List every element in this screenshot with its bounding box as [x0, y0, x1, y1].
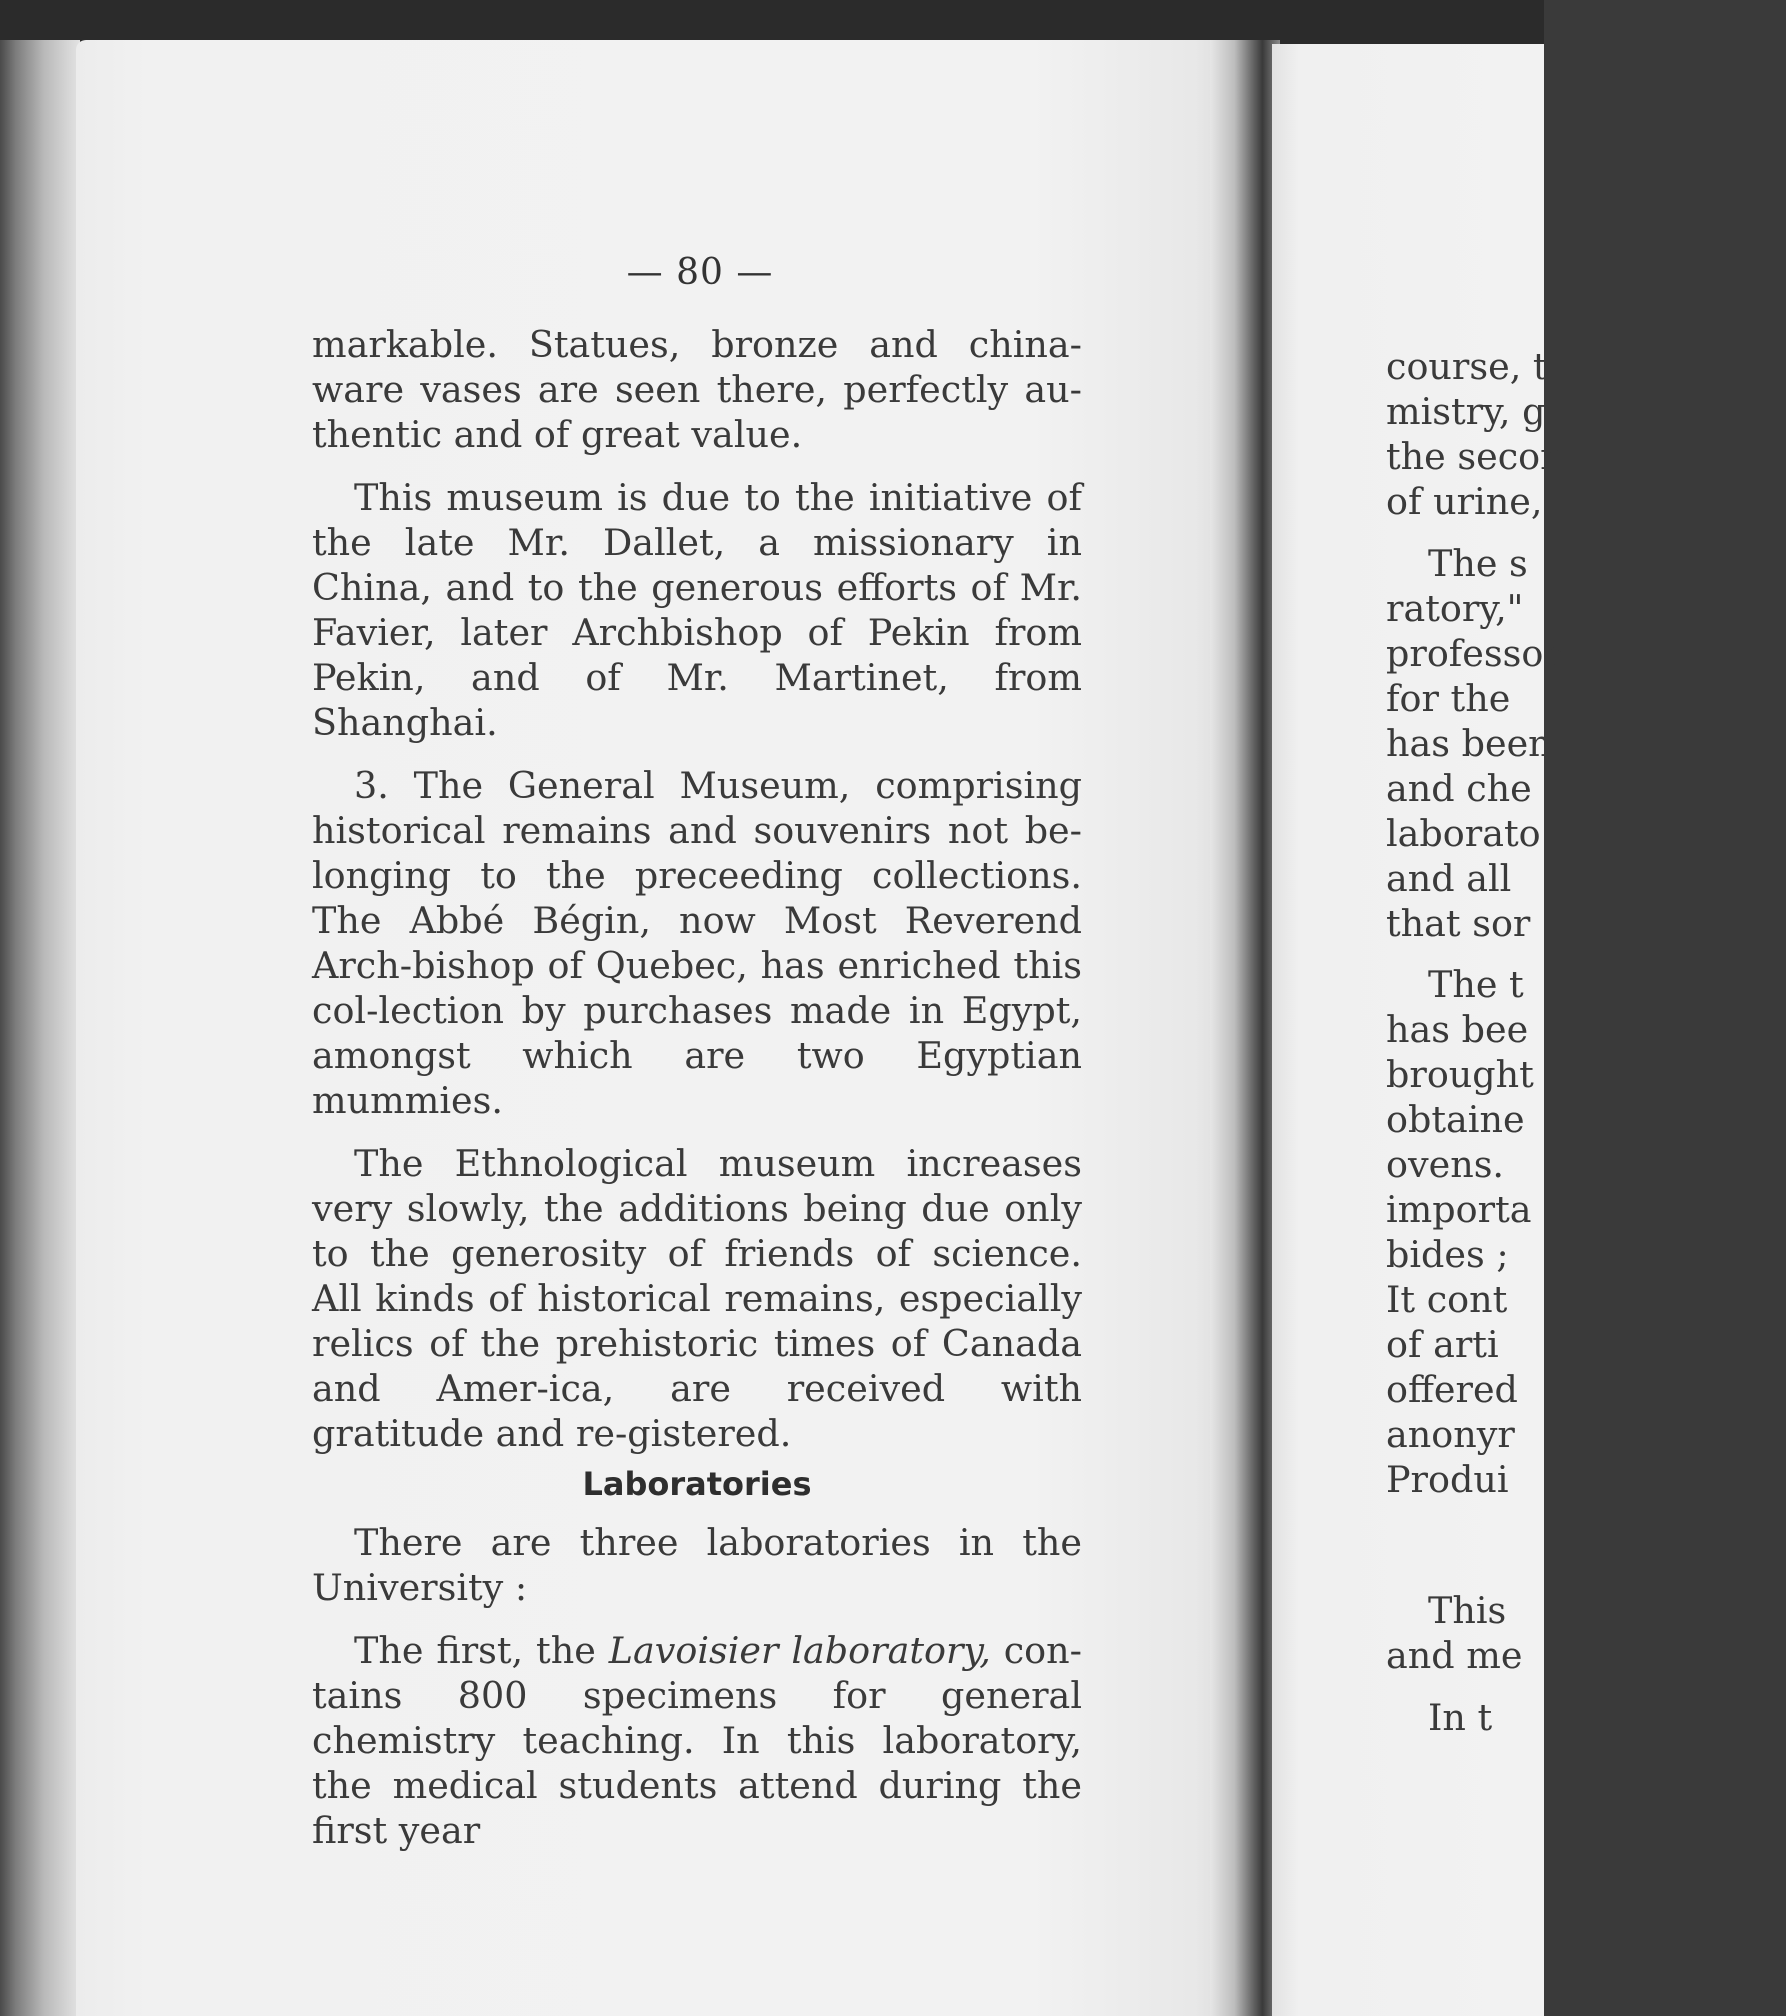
paragraph-text: con-tains 800 specimens for general chemistry teaching. In this laboratory, the medical students attend during the first year [312, 1629, 1082, 1852]
right-page-line: for the [1386, 677, 1511, 720]
paragraph: This museum is due to the initiative of the late Mr. Dallet, a missionary in China, and to the generous efforts of Mr. Favier, later Archbishop of Pekin from Pekin, and of Mr. Martinet, from Shanghai. [312, 476, 1082, 744]
right-page-line: In t [1428, 1696, 1493, 1739]
right-page-line: of urine, [1386, 480, 1543, 523]
right-page-line: Produi [1386, 1458, 1509, 1501]
right-page-line: mistry, g [1386, 390, 1546, 433]
section-heading: Laboratories [582, 1465, 812, 1503]
paragraph: The Ethnological museum increases very slowly, the additions being due only to the generosity of friends of science. All kinds of historical remains, especially relics of the prehistoric times of Canada and Amer-ica, are received with gratitude and re-gistered. [312, 1142, 1082, 1455]
right-page-line: that sor [1386, 902, 1531, 945]
left-page-text [312, 322, 1082, 1871]
right-page-line: and all [1386, 857, 1512, 900]
right-page-line: ratory," [1386, 587, 1524, 630]
right-page-line: bides ; [1386, 1233, 1509, 1276]
paragraph: markable. Statues, bronze and china-ware vases are seen there, perfectly au-thentic and of great value. [312, 323, 1082, 456]
right-page-line: It cont [1386, 1278, 1508, 1321]
right-page-line: The s [1428, 542, 1528, 585]
right-page [1272, 44, 1564, 2016]
paragraph: 3. The General Museum, comprising historical remains and souvenirs not be-longing to the preceeding collections. The Abbé Bégin, now Most Reverend Arch-bishop of Quebec, has enriched this col-lection by purchases made in Egypt, amongst which are two Egyptian mummies. [312, 764, 1082, 1122]
paragraph: There are three laboratories in the University : [312, 1521, 1082, 1609]
book-gutter [1210, 40, 1280, 2016]
right-page-line: ovens. [1386, 1143, 1505, 1186]
right-page-line: brought [1386, 1053, 1534, 1096]
right-page-line: and me [1386, 1634, 1523, 1677]
paragraph [312, 1628, 1082, 1853]
page-number: — 80 — [626, 252, 774, 293]
right-page-line: of arti [1386, 1323, 1499, 1366]
right-page-line: anonyr [1386, 1413, 1515, 1456]
right-page-line: laborato [1386, 812, 1541, 855]
right-page-line: obtaine [1386, 1098, 1525, 1141]
right-page-line: has been [1386, 722, 1552, 765]
right-page-line: has bee [1386, 1008, 1529, 1051]
right-page-line: course, t [1386, 345, 1548, 388]
right-page-line: professor [1386, 632, 1561, 675]
right-page-line: and che [1386, 767, 1532, 810]
right-page-line: importa [1386, 1188, 1532, 1231]
right-page-line: The t [1428, 963, 1524, 1006]
right-page-line: offered [1386, 1368, 1518, 1411]
italic-term: Lavoisier laboratory, [608, 1629, 991, 1672]
book-edge [0, 40, 80, 2016]
right-page-line: This [1428, 1589, 1507, 1632]
right-page-line: the secon [1386, 435, 1564, 478]
paragraph-text: The first, the [354, 1629, 609, 1672]
